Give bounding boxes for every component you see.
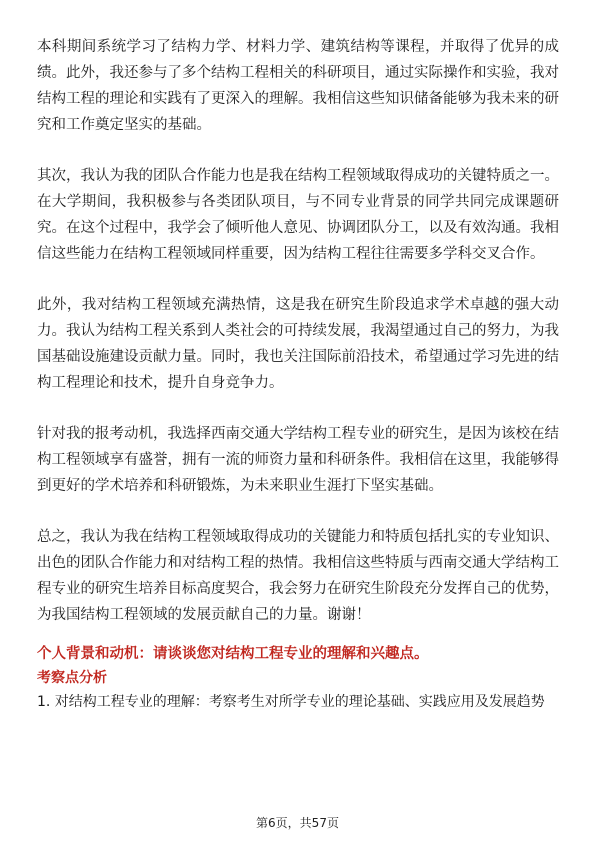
analysis-heading: 考察点分析 bbox=[37, 670, 107, 686]
body-paragraph-4: 针对我的报考动机，我选择西南交通大学结构工程专业的研究生，是因为该校在结构工程领域享有盛誉，拥有一流的师资力量和科研条件。我相信在这里，我能够得到更好的学术培养和科研锻炼，为未来职业生涯打下坚实基础。 bbox=[37, 426, 559, 494]
analysis-item-1: 1. 对结构工程专业的理解：考察考生对所学专业的理论基础、实践应用及发展趋势 bbox=[37, 694, 545, 710]
question-heading: 个人背景和动机：请谈谈您对结构工程专业的理解和兴趣点。 bbox=[37, 646, 429, 662]
body-paragraph-3: 此外，我对结构工程领域充满热情，这是我在研究生阶段追求学术卓越的强大动力。我认为结构工程关系到人类社会的可持续发展，我渴望通过自己的努力，为我国基础设施建设贡献力量。同时，我也关注国际前沿技术，希望通过学习先进的结构工程理论和技术，提升自身竞争力。 bbox=[37, 297, 559, 391]
body-paragraph-2: 其次，我认为我的团队合作能力也是我在结构工程领域取得成功的关键特质之一。在大学期间，我积极参与各类团队项目，与不同专业背景的同学共同完成课题研究。在这个过程中，我学会了倾听他人意见、协调团队分工，以及有效沟通。我相信这些能力在结构工程领域同样重要，因为结构工程往往需要多学科交叉合作。 bbox=[37, 168, 559, 262]
document-page bbox=[37, 34, 559, 714]
page-footer: 第6页，共57页 bbox=[256, 816, 339, 830]
body-paragraph-1: 本科期间系统学习了结构力学、材料力学、建筑结构等课程，并取得了优异的成绩。此外，我还参与了多个结构工程相关的科研项目，通过实际操作和实验，我对结构工程的理论和实践有了更深入的理解。我相信这些知识储备能够为我未来的研究和工作奠定坚实的基础。 bbox=[37, 39, 559, 133]
body-paragraph-5: 总之，我认为我在结构工程领域取得成功的关键能力和特质包括扎实的专业知识、出色的团队合作能力和对结构工程的热情。我相信这些特质与西南交通大学结构工程专业的研究生培养目标高度契合，我会努力在研究生阶段充分发挥自己的优势，为我国结构工程领域的发展贡献自己的力量。谢谢！ bbox=[37, 529, 559, 623]
